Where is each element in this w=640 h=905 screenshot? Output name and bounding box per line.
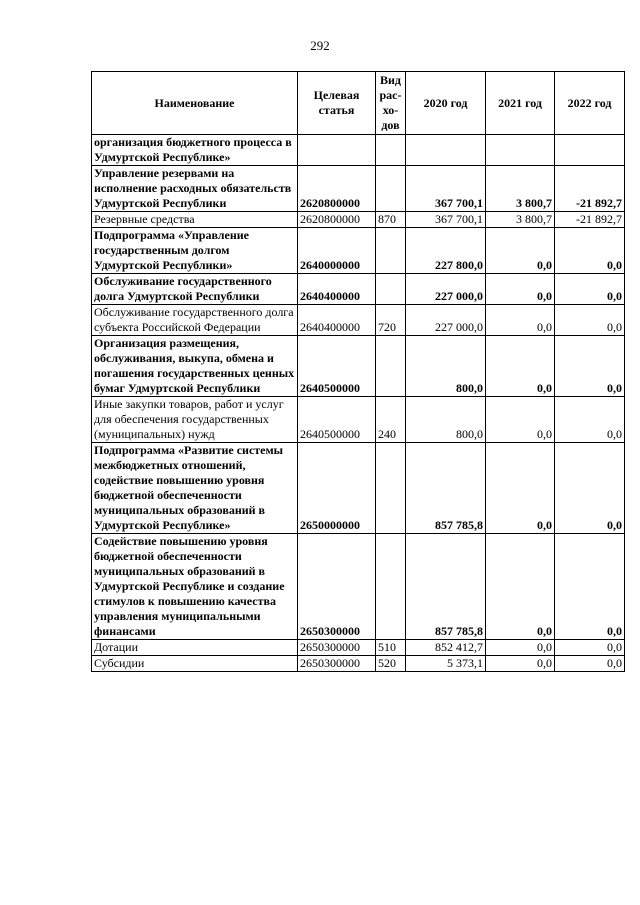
row-name: организация бюджетного процесса в Удмуртской Республике»	[92, 135, 298, 166]
header-2021: 2021 год	[486, 72, 555, 135]
row-value-2020: 227 000,0	[406, 274, 486, 305]
row-value-2022: 0,0	[555, 397, 625, 443]
row-value-2022	[555, 135, 625, 166]
row-expense-type: 720	[376, 305, 406, 336]
page-number: 292	[310, 38, 330, 53]
row-expense-type	[376, 228, 406, 274]
row-target-code: 2620800000	[298, 212, 376, 228]
row-target-code: 2640400000	[298, 305, 376, 336]
table-row	[92, 212, 625, 228]
row-value-2022: 0,0	[555, 534, 625, 640]
row-value-2022: 0,0	[555, 274, 625, 305]
row-target-code	[298, 135, 376, 166]
row-expense-type: 510	[376, 640, 406, 656]
row-expense-type: 520	[376, 656, 406, 672]
row-value-2021: 0,0	[486, 336, 555, 397]
row-expense-type	[376, 274, 406, 305]
table-row	[92, 336, 625, 397]
table-row	[92, 443, 625, 534]
row-expense-type	[376, 443, 406, 534]
row-value-2020: 227 800,0	[406, 228, 486, 274]
row-value-2022: 0,0	[555, 336, 625, 397]
table-row	[92, 534, 625, 640]
row-value-2020: 800,0	[406, 397, 486, 443]
table-row	[92, 640, 625, 656]
row-target-code: 2650300000	[298, 656, 376, 672]
row-value-2022: 0,0	[555, 656, 625, 672]
table-row	[92, 135, 625, 166]
row-value-2021: 0,0	[486, 397, 555, 443]
row-value-2021: 3 800,7	[486, 166, 555, 212]
row-value-2022: 0,0	[555, 228, 625, 274]
header-vid: Вид рас-хо-дов	[376, 72, 406, 135]
row-expense-type: 870	[376, 212, 406, 228]
table-row	[92, 305, 625, 336]
row-value-2022: 0,0	[555, 443, 625, 534]
row-name: Обслуживание государственного долга субъекта Российской Федерации	[92, 305, 298, 336]
row-target-code: 2640500000	[298, 397, 376, 443]
row-target-code: 2620800000	[298, 166, 376, 212]
row-value-2021: 0,0	[486, 228, 555, 274]
row-expense-type	[376, 135, 406, 166]
row-value-2020: 367 700,1	[406, 166, 486, 212]
row-target-code: 2650000000	[298, 443, 376, 534]
row-value-2022: 0,0	[555, 640, 625, 656]
table-row	[92, 656, 625, 672]
row-name: Подпрограмма «Управление государственным долгом Удмуртской Республики»	[92, 228, 298, 274]
row-value-2022: -21 892,7	[555, 212, 625, 228]
row-value-2021: 0,0	[486, 656, 555, 672]
row-name: Дотации	[92, 640, 298, 656]
row-name: Содействие повышению уровня бюджетной обеспеченности муниципальных образований в Удмуртской Республике и создание стимулов к повышению качества управления муниципальными финансами	[92, 534, 298, 640]
header-name: Наименование	[92, 72, 298, 135]
row-expense-type: 240	[376, 397, 406, 443]
row-name: Резервные средства	[92, 212, 298, 228]
row-target-code: 2640500000	[298, 336, 376, 397]
row-name: Подпрограмма «Развитие системы межбюджетных отношений, содействие повышению уровня бюджетной обеспеченности муниципальных образований в Удмуртской Республике»	[92, 443, 298, 534]
row-value-2020: 857 785,8	[406, 443, 486, 534]
row-expense-type	[376, 534, 406, 640]
row-value-2020: 852 412,7	[406, 640, 486, 656]
row-value-2021: 0,0	[486, 274, 555, 305]
table-row	[92, 397, 625, 443]
table-header-row	[92, 72, 625, 135]
row-name: Обслуживание государственного долга Удмуртской Республики	[92, 274, 298, 305]
row-value-2021: 0,0	[486, 640, 555, 656]
row-value-2020: 367 700,1	[406, 212, 486, 228]
row-value-2020: 227 000,0	[406, 305, 486, 336]
row-name: Субсидии	[92, 656, 298, 672]
table-row	[92, 228, 625, 274]
row-value-2020: 5 373,1	[406, 656, 486, 672]
row-value-2020: 800,0	[406, 336, 486, 397]
row-value-2020: 857 785,8	[406, 534, 486, 640]
row-name: Иные закупки товаров, работ и услуг для обеспечения государственных (муниципальных) нужд	[92, 397, 298, 443]
table-row	[92, 166, 625, 212]
row-target-code: 2640000000	[298, 228, 376, 274]
row-value-2021: 0,0	[486, 305, 555, 336]
header-2022: 2022 год	[555, 72, 625, 135]
row-value-2022: -21 892,7	[555, 166, 625, 212]
header-2020: 2020 год	[406, 72, 486, 135]
row-name: Организация размещения, обслуживания, выкупа, обмена и погашения государственных ценных бумаг Удмуртской Республики	[92, 336, 298, 397]
row-expense-type	[376, 336, 406, 397]
row-expense-type	[376, 166, 406, 212]
table-row	[92, 274, 625, 305]
budget-table	[91, 71, 625, 672]
row-target-code: 2650300000	[298, 534, 376, 640]
row-name: Управление резервами на исполнение расходных обязательств Удмуртской Республики	[92, 166, 298, 212]
row-value-2021: 0,0	[486, 443, 555, 534]
row-value-2021	[486, 135, 555, 166]
row-value-2020	[406, 135, 486, 166]
table-body	[92, 135, 625, 672]
header-code: Целевая статья	[298, 72, 376, 135]
row-value-2021: 3 800,7	[486, 212, 555, 228]
row-value-2022: 0,0	[555, 305, 625, 336]
row-target-code: 2650300000	[298, 640, 376, 656]
row-target-code: 2640400000	[298, 274, 376, 305]
row-value-2021: 0,0	[486, 534, 555, 640]
